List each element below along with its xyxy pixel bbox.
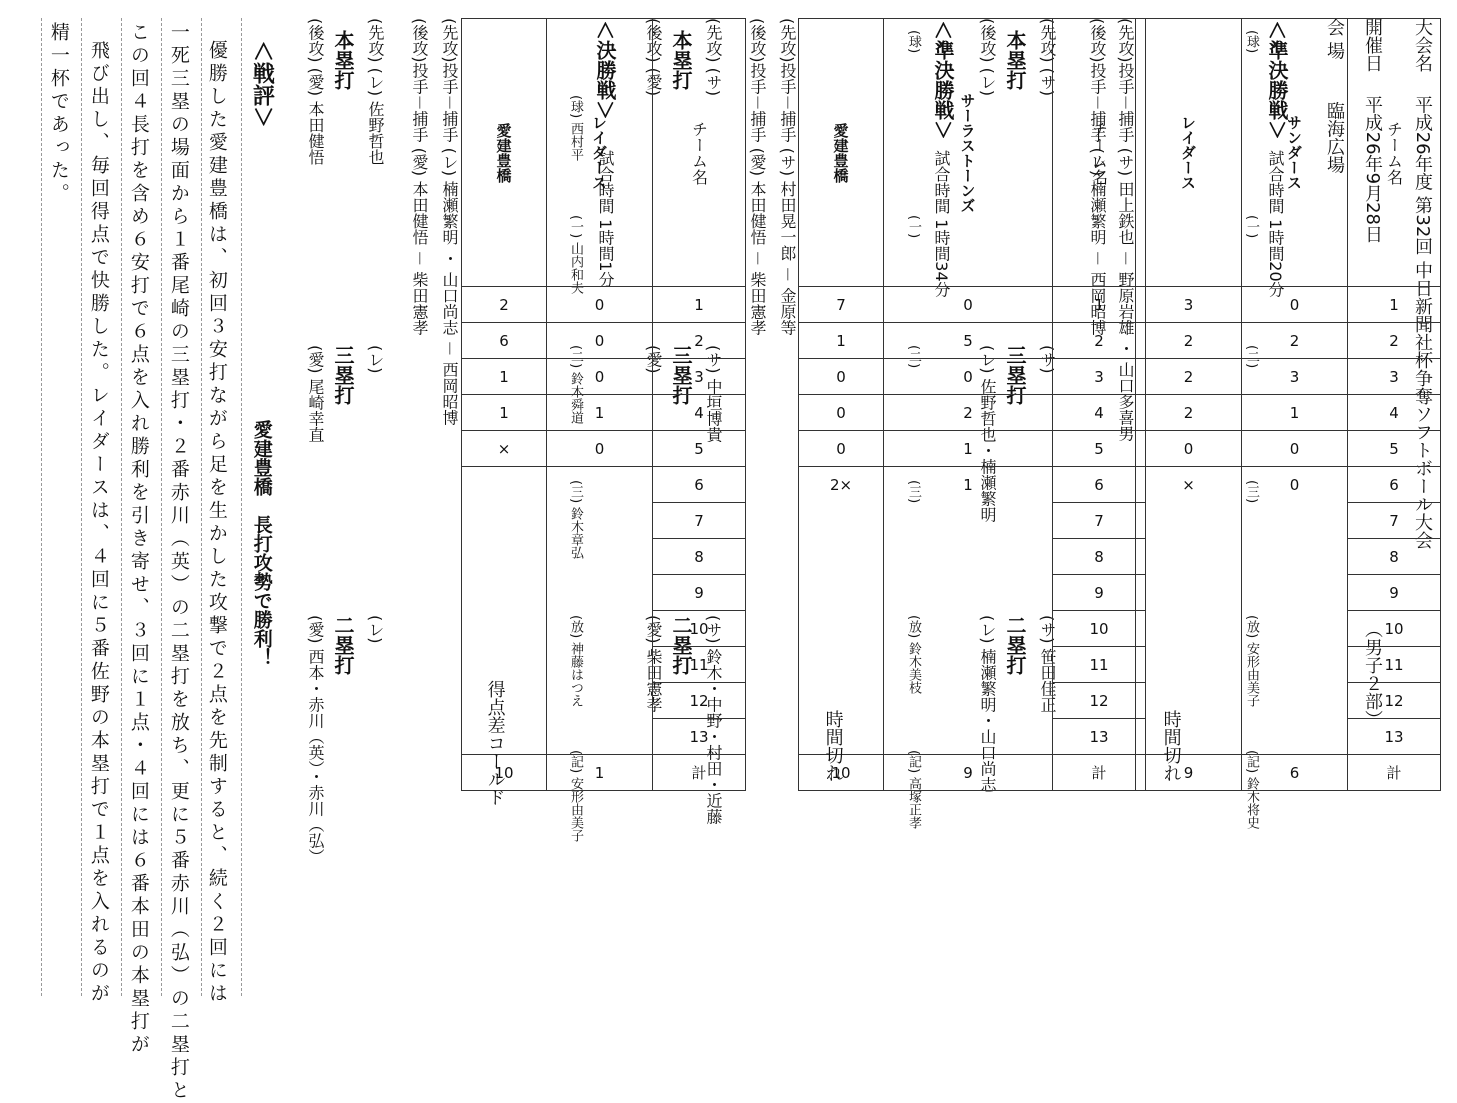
final-score-team1: 0 bbox=[547, 359, 653, 395]
sf1-inning-number: 4 bbox=[1348, 395, 1441, 431]
sf2-second-battery: (後攻)投手－捕手 (愛) 本田健悟 － 柴田憲孝 bbox=[748, 18, 767, 336]
sf1-score-team2 bbox=[1136, 539, 1242, 575]
final-ump-out: (放) 神藤はつえ bbox=[568, 615, 583, 708]
date-value: 平成26年9月28日 bbox=[1362, 95, 1383, 243]
sf1-result: 時間切れ bbox=[1160, 710, 1182, 782]
sf1-double-first: (サ) 笹田佳正 bbox=[1038, 615, 1057, 713]
sf2-ump-rec: (記) 高塚正孝 bbox=[906, 750, 921, 830]
final-ump-1-name: 山内和夫 bbox=[568, 242, 583, 295]
sf1-innings bbox=[1136, 287, 1441, 755]
date-label: 開催日 bbox=[1362, 18, 1383, 72]
sf1-score-team1 bbox=[1242, 719, 1348, 755]
sf1-team-header: チーム名 bbox=[1348, 19, 1441, 287]
sf1-double-label: 二塁打 bbox=[1003, 615, 1027, 675]
final-ump-rec: (記) 安形由美子 bbox=[568, 750, 583, 843]
sf1-ump-2: (二) bbox=[1244, 345, 1259, 369]
review-rule-1 bbox=[201, 18, 202, 996]
final-hr-second: (後攻) (愛) 本田健悟 bbox=[306, 18, 325, 166]
sf2-ump-3: (三) bbox=[906, 480, 921, 504]
final-inning-number: 6 bbox=[653, 467, 746, 503]
sf2-double-first: (サ) 鈴木・中野・村田・近藤 bbox=[704, 615, 723, 825]
event-name: 平成26年度 第32回 中日新聞社杯争奪ソフトボール大会 bbox=[1412, 95, 1433, 549]
sf2-score-team1: 1 bbox=[884, 467, 1053, 503]
review-rule-5 bbox=[41, 18, 42, 996]
sf2-score-team2: 7 bbox=[799, 287, 884, 323]
final-score-team2 bbox=[462, 539, 547, 575]
sf1-score-team2 bbox=[1136, 647, 1242, 683]
sf2-triple-second: (愛) bbox=[644, 345, 663, 374]
final-score-team1 bbox=[547, 611, 653, 647]
final-time: 試合時間 1時間1分 bbox=[596, 150, 615, 288]
sf2-inning-row bbox=[799, 503, 1146, 539]
sf2-inning-number: 9 bbox=[1053, 575, 1146, 611]
sf2-score-team1 bbox=[884, 719, 1053, 755]
sf1-inning-number: 13 bbox=[1348, 719, 1441, 755]
sf2-hr-second: (後攻) (愛) bbox=[644, 18, 663, 97]
sf2-score-team1 bbox=[884, 539, 1053, 575]
final-score-team2: 2 bbox=[462, 287, 547, 323]
final-inning-number: 5 bbox=[653, 431, 746, 467]
sf1-score-team1: 0 bbox=[1242, 431, 1348, 467]
sf1-score-team1: 3 bbox=[1242, 359, 1348, 395]
sf2-score-team1 bbox=[884, 647, 1053, 683]
sf1-inning-number: 1 bbox=[1348, 287, 1441, 323]
final-score-team2: × bbox=[462, 431, 547, 467]
sf2-ump-rec-name: 高塚正孝 bbox=[906, 777, 921, 830]
sf1-hr-label: 本塁打 bbox=[1003, 30, 1027, 90]
final-inning-row bbox=[462, 287, 746, 323]
sf1-hr-second: (後攻) (レ) bbox=[978, 18, 997, 97]
review-line-4: 飛び出し、毎回得点で快勝した。レイダースは、４回に５番佐野の本塁打で１点を入れるのが bbox=[87, 40, 110, 1006]
sf2-score-team1: 0 bbox=[884, 359, 1053, 395]
sf1-inning-row bbox=[1136, 575, 1441, 611]
sf1-score-team2: 2 bbox=[1136, 323, 1242, 359]
final-inning-number: 2 bbox=[653, 323, 746, 359]
sf1-triple-first: (サ) bbox=[1038, 345, 1057, 374]
sf2-ump-out: (放) 鈴木美枝 bbox=[906, 615, 921, 695]
final-score-team1: 1 bbox=[547, 395, 653, 431]
sf1-time: 試合時間 1時間20分 bbox=[1266, 150, 1285, 298]
final-inning-row bbox=[462, 503, 746, 539]
final-total-team1: 1 bbox=[547, 755, 653, 791]
sf1-scoreboard bbox=[1135, 18, 1441, 791]
sf1-ump-rec-name: 鈴木将史 bbox=[1244, 777, 1259, 830]
sf2-score-team1: 1 bbox=[884, 431, 1053, 467]
final-ump-out-name: 神藤はつえ bbox=[568, 642, 583, 708]
sf1-inning-row bbox=[1136, 467, 1441, 503]
review-line-1: 優勝した愛建豊橋は、初回３安打ながら足を生かした攻撃で２点を先制すると、続く２回には bbox=[205, 40, 228, 1006]
sf2-score-team1 bbox=[884, 575, 1053, 611]
sf2-ump-out-name: 鈴木美枝 bbox=[906, 642, 921, 695]
sf1-inning-number: 12 bbox=[1348, 683, 1441, 719]
sf1-score-team2 bbox=[1136, 719, 1242, 755]
sf1-inning-row bbox=[1136, 647, 1441, 683]
sf1-team2: レイダース bbox=[1136, 19, 1242, 287]
sf2-score-team2: 1 bbox=[799, 323, 884, 359]
venue-value: 臨海広場 bbox=[1324, 101, 1345, 174]
sf1-inning-row bbox=[1136, 395, 1441, 431]
sf2-score-team2 bbox=[799, 503, 884, 539]
sf1-score-team2: × bbox=[1136, 467, 1242, 503]
final-score-team2: 6 bbox=[462, 323, 547, 359]
final-double-first: (レ) bbox=[366, 615, 385, 644]
sf2-inning-row bbox=[799, 539, 1146, 575]
review-line-5: 精一杯であった。 bbox=[47, 22, 70, 206]
final-scoreboard bbox=[461, 18, 746, 791]
final-score-team1 bbox=[547, 539, 653, 575]
final-total-label: 計 bbox=[653, 755, 746, 791]
final-inning-number: 11 bbox=[653, 647, 746, 683]
sf1-total-label: 計 bbox=[1348, 755, 1441, 791]
sf2-score-team1 bbox=[884, 503, 1053, 539]
sf2-score-team1: 2 bbox=[884, 395, 1053, 431]
sf1-inning-number: 7 bbox=[1348, 503, 1441, 539]
final-score-team2 bbox=[462, 503, 547, 539]
sf1-ump-rec: (記) 鈴木将史 bbox=[1244, 750, 1259, 830]
sf2-inning-number: 12 bbox=[1053, 683, 1146, 719]
sf2-team1: サーラストーンズ bbox=[884, 19, 1053, 287]
final-inning-number: 13 bbox=[653, 719, 746, 755]
sf2-total-team1: 9 bbox=[884, 755, 1053, 791]
sf2-triple-first: (サ) 中垣博貴 bbox=[704, 345, 723, 443]
sf1-inning-number: 6 bbox=[1348, 467, 1441, 503]
final-total-team2: 10 bbox=[462, 755, 547, 791]
sf1-ump-3: (三) bbox=[1244, 480, 1259, 504]
sf1-inning-row bbox=[1136, 503, 1441, 539]
sf2-inning-number: 3 bbox=[1053, 359, 1146, 395]
sf1-score-team2: 2 bbox=[1136, 359, 1242, 395]
final-double-second: (愛) 西本・赤川（英）・赤川（弘） bbox=[306, 615, 325, 865]
final-score-team2 bbox=[462, 575, 547, 611]
sf2-inning-number: 6 bbox=[1053, 467, 1146, 503]
sf2-ump-ball: (球) bbox=[906, 30, 921, 54]
sf2-score-team1 bbox=[884, 611, 1053, 647]
final-inning-row bbox=[462, 467, 746, 503]
sf2-inning-row bbox=[799, 431, 1146, 467]
final-double-label: 二塁打 bbox=[331, 615, 355, 675]
sf1-ump-out-name: 安形由美子 bbox=[1244, 642, 1259, 708]
final-ump-2-name: 鈴木舜道 bbox=[568, 372, 583, 425]
sf2-score-team2: 0 bbox=[799, 395, 884, 431]
final-score-team2 bbox=[462, 611, 547, 647]
sf2-score-team2 bbox=[799, 647, 884, 683]
sf2-inning-row bbox=[799, 647, 1146, 683]
final-ump-ball: (球) 西村平 bbox=[568, 95, 583, 162]
review-headline: 愛建豊橋 長打攻勢で勝利！ bbox=[250, 420, 273, 667]
sf1-inning-row bbox=[1136, 287, 1441, 323]
final-triple-first: (レ) bbox=[366, 345, 385, 374]
sf2-ump-2: (二) bbox=[906, 345, 921, 369]
sf2-inning-row bbox=[799, 395, 1146, 431]
sf1-double-second: (レ) 楠瀬繁明・山口尚志 bbox=[978, 615, 997, 793]
sf1-score-team2: 0 bbox=[1136, 431, 1242, 467]
sf2-score-team2: 0 bbox=[799, 359, 884, 395]
final-team-header: チーム名 bbox=[653, 19, 746, 287]
final-score-team2: 1 bbox=[462, 395, 547, 431]
review-rule-3 bbox=[121, 18, 122, 996]
sf1-inning-number: 5 bbox=[1348, 431, 1441, 467]
sf1-triple-second: (レ) 佐野哲也・楠瀬繁明 bbox=[978, 345, 997, 523]
final-score-team2: 1 bbox=[462, 359, 547, 395]
sf2-stage: ＜準決勝戦＞ bbox=[931, 20, 955, 140]
sf2-score-team1: 5 bbox=[884, 323, 1053, 359]
sf2-inning-row bbox=[799, 323, 1146, 359]
final-score-team1 bbox=[547, 575, 653, 611]
final-inning-row bbox=[462, 647, 746, 683]
sf2-inning-number: 7 bbox=[1053, 503, 1146, 539]
sf2-total-team2: 10 bbox=[799, 755, 884, 791]
sf1-inning-number: 9 bbox=[1348, 575, 1441, 611]
final-team2: 愛建豊橋 bbox=[462, 19, 547, 287]
final-inning-row bbox=[462, 431, 746, 467]
final-inning-number: 9 bbox=[653, 575, 746, 611]
sf1-score-team1: 1 bbox=[1242, 395, 1348, 431]
final-ump-2: (二) 鈴木舜道 bbox=[568, 345, 583, 425]
sf1-hr-first: (先攻) (サ) bbox=[1038, 18, 1057, 97]
sf2-triple-label: 三塁打 bbox=[669, 345, 693, 405]
sf1-inning-number: 2 bbox=[1348, 323, 1441, 359]
sf1-score-team2: 2 bbox=[1136, 395, 1242, 431]
sf2-double-second: (愛) 柴田憲孝 bbox=[644, 615, 663, 713]
final-inning-number: 4 bbox=[653, 395, 746, 431]
final-inning-row bbox=[462, 359, 746, 395]
final-inning-row bbox=[462, 395, 746, 431]
sf2-team-header: チーム名 bbox=[1053, 19, 1146, 287]
sf1-score-team1 bbox=[1242, 611, 1348, 647]
final-score-team1: 0 bbox=[547, 431, 653, 467]
final-ump-3: (三) 鈴木章弘 bbox=[568, 480, 583, 560]
sf2-hr-first: (先攻) (サ) bbox=[704, 18, 723, 97]
final-inning-row bbox=[462, 611, 746, 647]
final-score-team2 bbox=[462, 467, 547, 503]
sf1-score-team2: 3 bbox=[1136, 287, 1242, 323]
final-inning-row bbox=[462, 575, 746, 611]
sf2-inning-row bbox=[799, 467, 1146, 503]
sf1-inning-number: 8 bbox=[1348, 539, 1441, 575]
sf1-inning-row bbox=[1136, 431, 1441, 467]
sf1-score-team1: 2 bbox=[1242, 323, 1348, 359]
sf2-inning-row bbox=[799, 683, 1146, 719]
final-score-team1: 0 bbox=[547, 287, 653, 323]
final-score-team1 bbox=[547, 467, 653, 503]
review-heading: ＜戦評＞ bbox=[249, 40, 275, 129]
sf1-score-team1 bbox=[1242, 539, 1348, 575]
final-inning-number: 1 bbox=[653, 287, 746, 323]
sf1-score-team2 bbox=[1136, 611, 1242, 647]
sf2-first-battery: (先攻)投手－捕手 (サ) 村田晃一郎 － 金原等 bbox=[778, 18, 797, 336]
sf1-inning-number: 11 bbox=[1348, 647, 1441, 683]
final-ump-ball-name: 西村平 bbox=[568, 122, 583, 162]
sf2-score-team2 bbox=[799, 539, 884, 575]
sf1-stage: ＜準決勝戦＞ bbox=[1265, 20, 1289, 140]
final-inning-number: 7 bbox=[653, 503, 746, 539]
sf2-ump-1: (一) bbox=[906, 215, 921, 239]
sf1-score-team1 bbox=[1242, 683, 1348, 719]
sf2-inning-number: 8 bbox=[1053, 539, 1146, 575]
final-inning-number: 3 bbox=[653, 359, 746, 395]
sf2-scoreboard bbox=[798, 18, 1146, 791]
sf2-score-team2: 2× bbox=[799, 467, 884, 503]
sf1-score-team2 bbox=[1136, 575, 1242, 611]
final-second-battery: (後攻)投手－捕手 (愛) 本田健悟 － 柴田憲孝 bbox=[410, 18, 429, 336]
sf1-inning-row bbox=[1136, 359, 1441, 395]
sf2-inning-number: 13 bbox=[1053, 719, 1146, 755]
final-score-team1: 0 bbox=[547, 323, 653, 359]
final-result: 得点差コールド bbox=[484, 680, 506, 806]
sf2-inning-number: 5 bbox=[1053, 431, 1146, 467]
sf1-score-team1 bbox=[1242, 647, 1348, 683]
final-inning-row bbox=[462, 323, 746, 359]
sf2-score-team2: 0 bbox=[799, 431, 884, 467]
sf2-inning-number: 10 bbox=[1053, 611, 1146, 647]
sf1-inning-number: 3 bbox=[1348, 359, 1441, 395]
sf2-innings bbox=[799, 287, 1146, 755]
event-label: 大会名 bbox=[1412, 18, 1433, 72]
sf2-inning-row bbox=[799, 359, 1146, 395]
sf1-score-team1 bbox=[1242, 575, 1348, 611]
final-hr-label: 本塁打 bbox=[331, 30, 355, 90]
sf2-result: 時間切れ bbox=[822, 710, 844, 782]
final-triple-second: (愛) 尾崎幸直 bbox=[306, 345, 325, 443]
sf2-hr-label: 本塁打 bbox=[669, 30, 693, 90]
sf2-score-team2 bbox=[799, 611, 884, 647]
sf2-score-team1: 0 bbox=[884, 287, 1053, 323]
sf1-inning-row bbox=[1136, 323, 1441, 359]
sf1-ump-ball: (球) bbox=[1244, 30, 1259, 54]
sf2-inning-number: 1 bbox=[1053, 287, 1146, 323]
review-divider bbox=[241, 18, 242, 996]
final-team1: レイダース bbox=[547, 19, 653, 287]
sf1-first-battery: (先攻)投手－捕手 (サ) 田上鉄也 － 野原岩雄 ・ 山口多喜男 bbox=[1116, 18, 1135, 442]
final-inning-number: 8 bbox=[653, 539, 746, 575]
sf2-inning-number: 2 bbox=[1053, 323, 1146, 359]
division: （男子２部） bbox=[1362, 620, 1383, 728]
final-triple-label: 三塁打 bbox=[331, 345, 355, 405]
sf2-inning-row bbox=[799, 575, 1146, 611]
sf2-inning-row bbox=[799, 719, 1146, 755]
sf2-team2: 愛建豊橋 bbox=[799, 19, 884, 287]
sf1-inning-row bbox=[1136, 611, 1441, 647]
final-inning-number: 12 bbox=[653, 683, 746, 719]
final-ump-3-name: 鈴木章弘 bbox=[568, 507, 583, 560]
final-stage: ＜決勝戦＞ bbox=[593, 20, 617, 120]
sf1-total-team1: 6 bbox=[1242, 755, 1348, 791]
sf2-inning-row bbox=[799, 611, 1146, 647]
venue-label: 会 場 bbox=[1324, 18, 1345, 60]
sf1-inning-row bbox=[1136, 539, 1441, 575]
final-score-team1 bbox=[547, 719, 653, 755]
sf1-second-battery: (後攻)投手－捕手 (レ) 楠瀬繁明 － 西岡昭博 bbox=[1088, 18, 1107, 336]
final-first-battery: (先攻)投手－捕手 (レ) 楠瀬繁明 ・ 山口尚志 － 西岡昭博 bbox=[440, 18, 459, 426]
sf1-score-team1: 0 bbox=[1242, 287, 1348, 323]
sf2-time: 試合時間 1時間34分 bbox=[932, 150, 951, 298]
sf1-inning-number: 10 bbox=[1348, 611, 1441, 647]
final-score-team1 bbox=[547, 647, 653, 683]
sf2-double-label: 二塁打 bbox=[669, 615, 693, 675]
sf1-score-team1 bbox=[1242, 503, 1348, 539]
sf1-score-team2 bbox=[1136, 503, 1242, 539]
final-inning-number: 10 bbox=[653, 611, 746, 647]
final-score-team1 bbox=[547, 503, 653, 539]
sf2-inning-number: 4 bbox=[1053, 395, 1146, 431]
final-ump-1: (一) 山内和夫 bbox=[568, 215, 583, 295]
sf1-team1: サンダース bbox=[1242, 19, 1348, 287]
review-rule-2 bbox=[161, 18, 162, 996]
sf2-inning-row bbox=[799, 287, 1146, 323]
final-inning-row bbox=[462, 539, 746, 575]
final-hr-first: (先攻) (レ) 佐野哲也 bbox=[366, 18, 385, 166]
sf2-score-team1 bbox=[884, 683, 1053, 719]
review-line-3: この回４長打を含め６安打で６点を入れ勝利を引き寄せ、３回に１点・４回には６番本田の本塁打が bbox=[127, 22, 150, 1057]
sf1-total-team2: 9 bbox=[1136, 755, 1242, 791]
sf2-inning-number: 11 bbox=[1053, 647, 1146, 683]
review-rule-4 bbox=[81, 18, 82, 996]
sf2-total-label: 計 bbox=[1053, 755, 1146, 791]
sf1-triple-label: 三塁打 bbox=[1003, 345, 1027, 405]
sf1-score-team2 bbox=[1136, 683, 1242, 719]
final-score-team2 bbox=[462, 647, 547, 683]
sf2-score-team2 bbox=[799, 575, 884, 611]
review-line-2: 一死三塁の場面から１番尾崎の三塁打・２番赤川（英）の二塁打を放ち、更に５番赤川（弘）の二塁打と bbox=[167, 22, 190, 1103]
sf1-ump-1: (一) bbox=[1244, 215, 1259, 239]
sf1-ump-out: (放) 安形由美子 bbox=[1244, 615, 1259, 708]
final-score-team1 bbox=[547, 683, 653, 719]
sf1-score-team1: 0 bbox=[1242, 467, 1348, 503]
final-ump-rec-name: 安形由美子 bbox=[568, 777, 583, 843]
